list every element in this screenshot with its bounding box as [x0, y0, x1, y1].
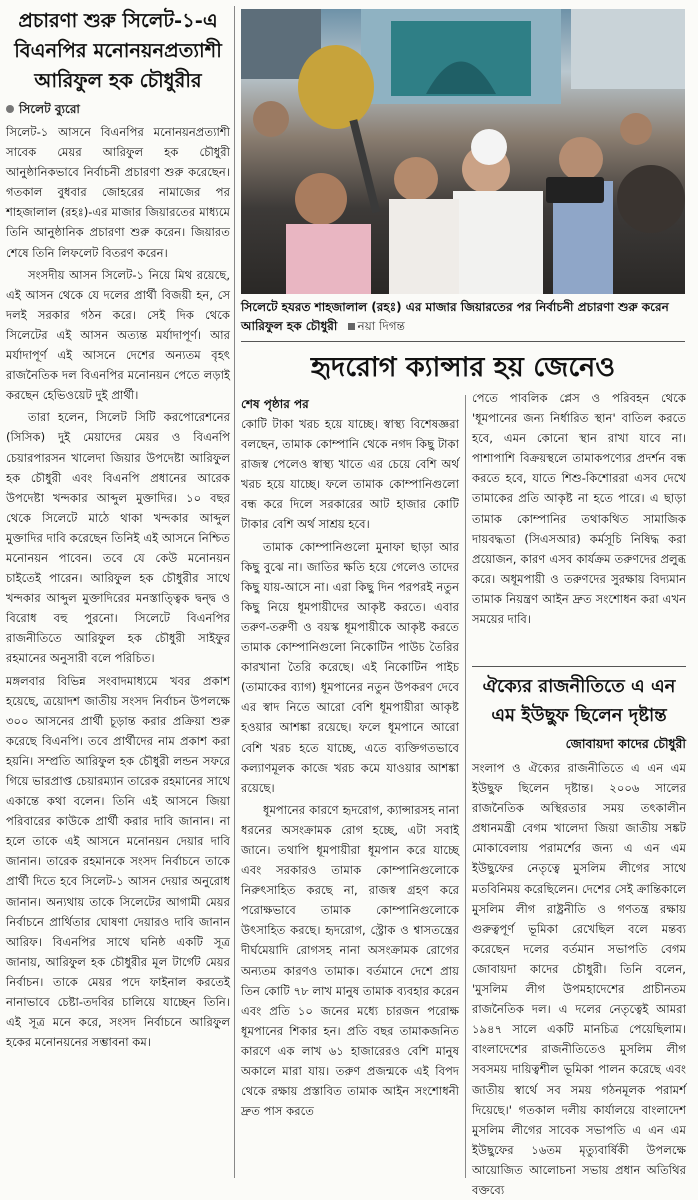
middle-article — [241, 395, 459, 1178]
left-para-1: সিলেট-১ আসনে বিএনপির মনোনয়নপ্রত্যাশী সাবেক মেয়র আরিফুল হক চৌধুরী আনুষ্ঠানিকভাবে নির্বাচনী প্রচারণা শুরু করেছেন। গতকাল বুধবার জোহরের নামাজের পর শাহজালাল (রহঃ)-এর মাজার জিয়ারতের মাধ্যমে তিনি আনুষ্ঠানিক প্রচারণা শুরু করেন। জিয়ারত শেষে তিনি লিফলেট বিতরণ করেন। — [6, 125, 230, 260]
right-headline: ঐক্যের রাজনীতিতে এ এন এম ইউছুফ ছিলেন দৃষ্টান্ত — [482, 676, 676, 726]
photo-credit: নয়া দিগন্ত — [357, 319, 405, 333]
middle-para-2: তামাক কোম্পানিগুলো মুনাফা ছাড়া আর কিছু বুঝে না। জাতির ক্ষতি হয়ে গেলেও তাদের কিছু যায়-আসে না। এরা কিছু দিন পরপরই নতুন কিছু নিয়ে ধূমপায়ীদের আকৃষ্ট করতে। এবার তরুণ-তরুণী ও বয়স্ক ধূমপায়ীকে আকৃষ্ট করতে তামাক কোম্পানিগুলো নিকোটিন পাউচ তৈরির কারখানা তৈরি করেছে। এই নিকোটিন পাইচ (তামাকের ব্যাগ) ধূমপানের নতুন উপকরণ দেবে এর স্বাদ নিতে আরো বেশি ধূমপায়ীরা আকৃষ্ট হওয়ার আশঙ্কা রয়েছে। ফলে ধূমপানে আরো বেশি খরচ হতে যাচ্ছে, এতে ব্যক্তিগতভাবে কল্যাণমূলক কাজে খরচ কমে যাওয়ার আশঙ্কা রয়েছে। — [241, 539, 459, 795]
caption-divider — [241, 341, 685, 342]
right-para: সংলাপ ও ঐক্যের রাজনীতিতে এ এন এম ইউছুফ ছিলেন দৃষ্টান্ত। ২০০৬ সালের রাজনৈতিক অস্থিরতার সময় তৎকালীন প্রধানমন্ত্রী বেগম খালেদা জিয়া জাতীয় সঙ্কট মোকাবেলায় পরামর্শের জন্য এ এন এম ইউছুফের নেতৃত্বে মুসলিম লীগের সাথে মতবিনিময় করেছিলেন। দেশের সেই ক্রান্তিকালে মুসলিম লীগ রাষ্ট্রনীতি ও গণতন্ত্র রক্ষায় গুরুত্বপূর্ণ ভূমিকা রেখেছিল বলে মন্তব্য করেছেন দলের বর্তমান সভাপতি বেগম জোবায়দা কাদের চৌধুরী। তিনি বলেন, 'মুসলিম লীগ উপমহাদেশের প্রাচীনতম রাজনৈতিক দল। এ দলের নেতৃত্বেই আমরা ১৯৪৭ সালে একটি মানচিত্র পেয়েছিলাম। বাংলাদেশের রাজনীতিতেও মুসলিম লীগ সবসময় দায়িত্বশীল ভূমিকা পালন করেছে এবং জাতীয় স্বার্থে সব সময় গঠনমূলক পরামর্শ দিয়েছে।' গতকাল দলীয় কার্যালয়ে বাংলাদেশ মুসলিম লীগের সাবেক সভাপতি এ এন এম ইউছুফের ১৬তম মৃত্যুবার্ষিকী উপলক্ষে আয়োজিত আলোচনা সভায় প্রধান অতিথির বক্তব্যে — [472, 761, 686, 1197]
right-article — [472, 672, 686, 1197]
column-divider-left — [234, 6, 235, 1178]
right-article-top — [472, 388, 686, 662]
left-para-4: মঙ্গলবার বিভিন্ন সংবাদমাধ্যমে খবর প্রকাশ হয়েছে, ত্রয়োদশ জাতীয় সংসদ নির্বাচন উপলক্ষে ৩০০ আসনের প্রার্থী চূড়ান্ত করার প্রক্রিয়া শুরু করেছে বিএনপি। তবে প্রার্থীদের নাম প্রকাশ করা হয়নি। সম্প্রতি আরিফুল হক চৌধুরী লন্ডন সফরে গিয়ে ভারপ্রাপ্ত চেয়ারম্যান তারেক রহমানের সাথে একান্তে কথা বলেন। তিনি এই আসনে জিয়া পরিবারের কাউকে প্রার্থী করার দাবি জানান। না হলে তাকে এই আসনে মনোনয়ন দেয়ার দাবি জানান। তারেক রহমানকে সংসদ নির্বাচনে তাকে প্রার্থী দিতে হবে সিলেট-১ আসন দেয়ার অনুরোধ জানান। অন্যথায় তাকে সিলেটের আগামী মেয়র নির্বাচনে প্রার্থিতার ঘোষণা দেয়ারও দাবি জানান আরিফ। বিএনপির সাথে ঘনিষ্ঠ একটি সূত্র জানায়, আরিফুল হক চৌধুরীর মূল টার্গেট মেয়র নির্বাচন। তাকে মেয়র পদে ফাইনাল করতেই নানাভাবে চেষ্টা-তদবির চালিয়ে যাচ্ছেন তিনি। এই সূত্র মনে করে, সংসদ নির্বাচনে আরিফুল হকের মনোনয়নের সম্ভাবনা কম। — [6, 673, 230, 1050]
middle-headline: হৃদরোগ ক্যান্সার হয় জেনেও — [310, 352, 616, 383]
news-photo — [241, 9, 685, 294]
middle-para-1: কোটি টাকা খরচ হয়ে যাচ্ছে। স্বাস্থ্য বিশেষজ্ঞরা বলছেন, তামাক কোম্পানি থেকে নগদ কিছু টাকা রাজস্ব পেলেও স্বাস্থ্য খাতে এর চেয়ে বেশি অর্থ খরচ হয়ে যাচ্ছে। ফলে তামাক কোম্পানিগুলো বন্ধ করে দিলে সরকারের আট হাজার কোটি টাকার বেশি অর্থ সাশ্রয় হবে। — [241, 417, 459, 532]
left-headline: প্রচারণা শুরু সিলেট-১-এ বিএনপির মনোনয়নপ্রত্যাশী আরিফুল হক চৌধুরীর — [14, 9, 222, 92]
dateline — [6, 100, 230, 118]
square-bullet-icon — [348, 323, 355, 330]
bullet-icon — [6, 105, 14, 113]
left-para-3: তারা হলেন, সিলেট সিটি করপোরেশনের (সিসিক) দুই মেয়াদের মেয়র ও বিএনপি চেয়ারপারসন খালেদা জিয়ার উপদেষ্টা আরিফুল হক চৌধুরী এবং বিএনপি প্রধানের আরেক উপদেষ্টা খন্দকার আব্দুল মুক্তাদির। ১০ বছর থেকে সিলেটে মাঠে থাকা খন্দকার আব্দুল মুক্তাদির দাবি করেছেন তিনিই এই আসনে নিশ্চিত মনোনয়ন পাবেন। তবে যে কেউ মনোনয়ন চাইতেই পারেন। আরিফুল হক চৌধুরীর সাথে খন্দকার আব্দুল মুক্তাদিরের মনস্তাত্ত্বিক দ্বন্দ্ব ও বিরোধ বহু পুরনো। সিলেটে বিএনপির রাজনীতিতে আরিফুল হক চৌধুরী সাইফুর রহমানের অনুসারী বলে পরিচিত। — [6, 410, 230, 666]
middle-para-3: ধূমপানের কারণে হৃদরোগ, ক্যান্সারসহ নানা ধরনের অসংক্রামক রোগ হচ্ছে, এটা সবাই জানে। তথাপি ধূমপায়ীরা ধূমপান করে যাচ্ছে এবং সরকারও তামাক কোম্পানিগুলোকে নিরুৎসাহিত করছে না, রাজস্ব গ্রহণ করে পরোক্ষভাবে তামাক কোম্পানিগুলোকে উৎসাহিত করছে। হৃদরোগ, স্ট্রোক ও শ্বাসতন্ত্রের দীর্ঘমেয়াদি রোগসহ নানা অসংক্রামক রোগের অন্যতম কারণও তামাক। বর্তমানে দেশে প্রায় তিন কোটি ৭৮ লাখ মানুষ তামাক ব্যবহার করেন এবং প্রতি ১০ জনের মধ্যে চারজন পরোক্ষ ধূমপানের শিকার হন। প্রতি বছর তামাকজনিত কারণে এক লাখ ৬১ হাজারেরও বেশি মানুষ অকালে মারা যায়। তরুণ প্রজন্মকে এই বিপদ থেকে রক্ষায় প্রস্তাবিত তামাক আইন সংশোধনী দ্রুত পাস করতে — [241, 802, 459, 1119]
left-para-2: সংসদীয় আসন সিলেট-১ নিয়ে মিথ রয়েছে, এই আসন থেকে যে দলের প্রার্থী বিজয়ী হন, সে দলই সরকার গঠন করে। সেই দিক থেকে সিলেটের এই আসন অত্যন্ত মর্যাদাপূর্ণ। আর মর্যাদাপূর্ণ এই আসনে দেশের অন্যতম বৃহৎ রাজনৈতিক দল বিএনপির মনোনয়ন পেতে লড়াই করছেন হেভিওয়েট দুই প্রার্থী। — [6, 267, 230, 403]
continued-label: শেষ পৃষ্ঠার পর — [241, 397, 309, 411]
byline: জোবায়দা কাদের চৌধুরী — [565, 736, 686, 751]
left-article — [6, 6, 230, 1178]
caption-text: সিলেটে হযরত শাহজালাল (রহঃ) এর মাজার জিয়ারতের পর নির্বাচনী প্রচারণা শুরু করেন আরিফুল হক চৌধুরী — [241, 300, 669, 333]
photo-caption — [241, 298, 685, 338]
column-divider-right — [465, 395, 466, 1178]
crowd-photo-illustration — [241, 9, 685, 294]
right-top-para: পেতে পাবলিক প্লেস ও পরিবহন থেকে 'ধূমপানের জন্য নির্ধারিত স্থান' বাতিল করতে হবে, এমন কোনো স্থান রাখা যাবে না। পাশাপাশি বিক্রয়স্থলে তামাকপণ্যের প্রদর্শন বন্ধ করতে হবে, যাতে শিশু-কিশোররা এসব দেখে তামাকের প্রতি আকৃষ্ট না হতে পারে। এ ছাড়া তামাক কোম্পানির তথাকথিত সামাজিক দায়বদ্ধতা (সিএসআর) কর্মসূচি নিষিদ্ধ করা প্রয়োজন, কারণ এসব কার্যক্রম তরুণদের প্রলুব্ধ করে। অধূমপায়ী ও তরুণদের সুরক্ষায় বিদ্যমান তামাক নিয়ন্ত্রণ আইন দ্রুত সংশোধন করা এখন সময়ের দাবি। — [472, 391, 686, 627]
right-section-divider — [472, 666, 686, 667]
dateline-text: সিলেট ব্যুরো — [19, 102, 80, 116]
